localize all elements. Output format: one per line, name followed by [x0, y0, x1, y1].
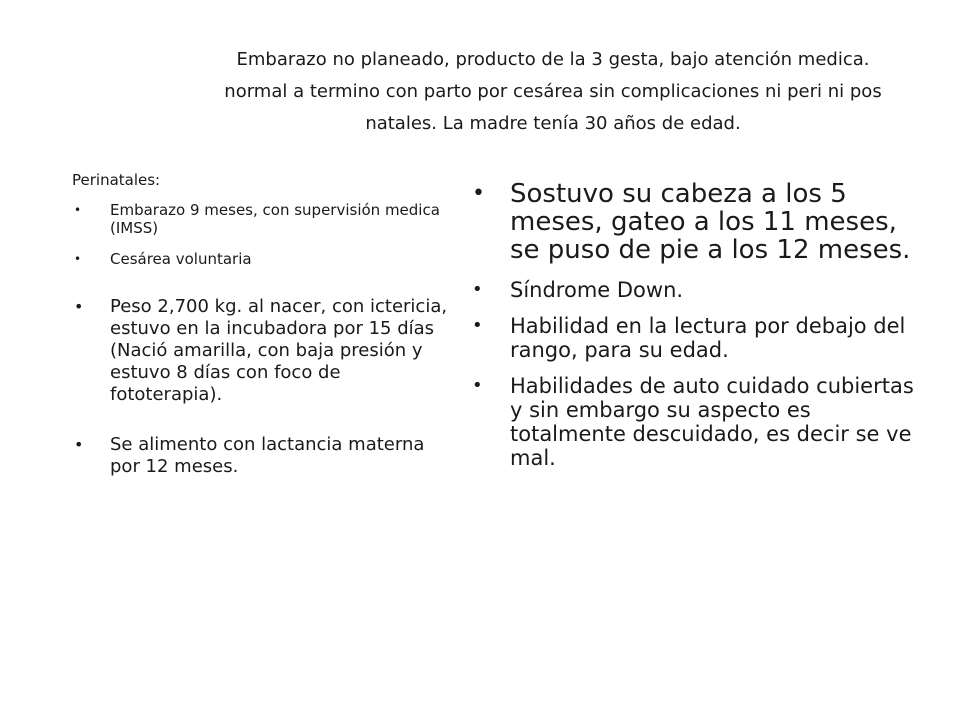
list-item-text: Habilidad en la lectura por debajo del rango, para su edad.	[510, 314, 906, 362]
list-item	[72, 250, 452, 268]
development-list	[470, 180, 930, 470]
header-line-2: normal a termino con parto por cesárea sin complicaciones ni peri ni pos	[224, 81, 882, 102]
list-item-text: Peso 2,700 kg. al nacer, con ictericia, estuvo en la incubadora por 15 días (Nació amarilla, con baja presión y estuvo 8 días con foco de fototerapia).	[110, 296, 448, 405]
list-item-text: Se alimento con lactancia materna por 12 meses.	[110, 434, 425, 477]
header-line-1: Embarazo no planeado, producto de la 3 gesta, bajo atención medica.	[236, 49, 870, 70]
left-column	[72, 170, 452, 506]
bullet-icon: •	[472, 315, 483, 336]
list-item	[72, 296, 452, 406]
perinatales-heading: Perinatales:	[72, 171, 161, 189]
list-item	[72, 201, 452, 237]
bullet-icon: •	[472, 375, 483, 396]
perinatal-small-list	[72, 201, 452, 268]
list-item-text: Habilidades de auto cuidado cubiertas y sin embargo su aspecto es totalmente descuidado, es decir se ve mal.	[510, 374, 914, 470]
list-item	[470, 374, 930, 470]
bullet-icon: •	[74, 297, 84, 316]
list-item-text: Síndrome Down.	[510, 278, 684, 302]
list-item	[470, 314, 930, 362]
list-item	[72, 434, 452, 478]
bullet-icon: •	[74, 203, 82, 217]
bullet-icon: •	[74, 435, 84, 454]
list-item-text: Cesárea voluntaria	[110, 250, 252, 268]
header-line-3: natales. La madre tenía 30 años de edad.	[365, 113, 741, 134]
right-column	[470, 180, 930, 482]
bullet-icon: •	[472, 181, 485, 206]
bullet-icon: •	[74, 252, 82, 266]
list-item	[470, 180, 930, 264]
list-item	[470, 278, 930, 302]
bullet-icon: •	[472, 279, 483, 300]
list-item-text: Embarazo 9 meses, con supervisión medica (IMSS)	[110, 201, 440, 237]
perinatal-large-list	[72, 296, 452, 478]
slide-header	[168, 44, 938, 140]
list-item-text: Sostuvo su cabeza a los 5 meses, gateo a los 11 meses, se puso de pie a los 12 meses.	[510, 179, 911, 265]
